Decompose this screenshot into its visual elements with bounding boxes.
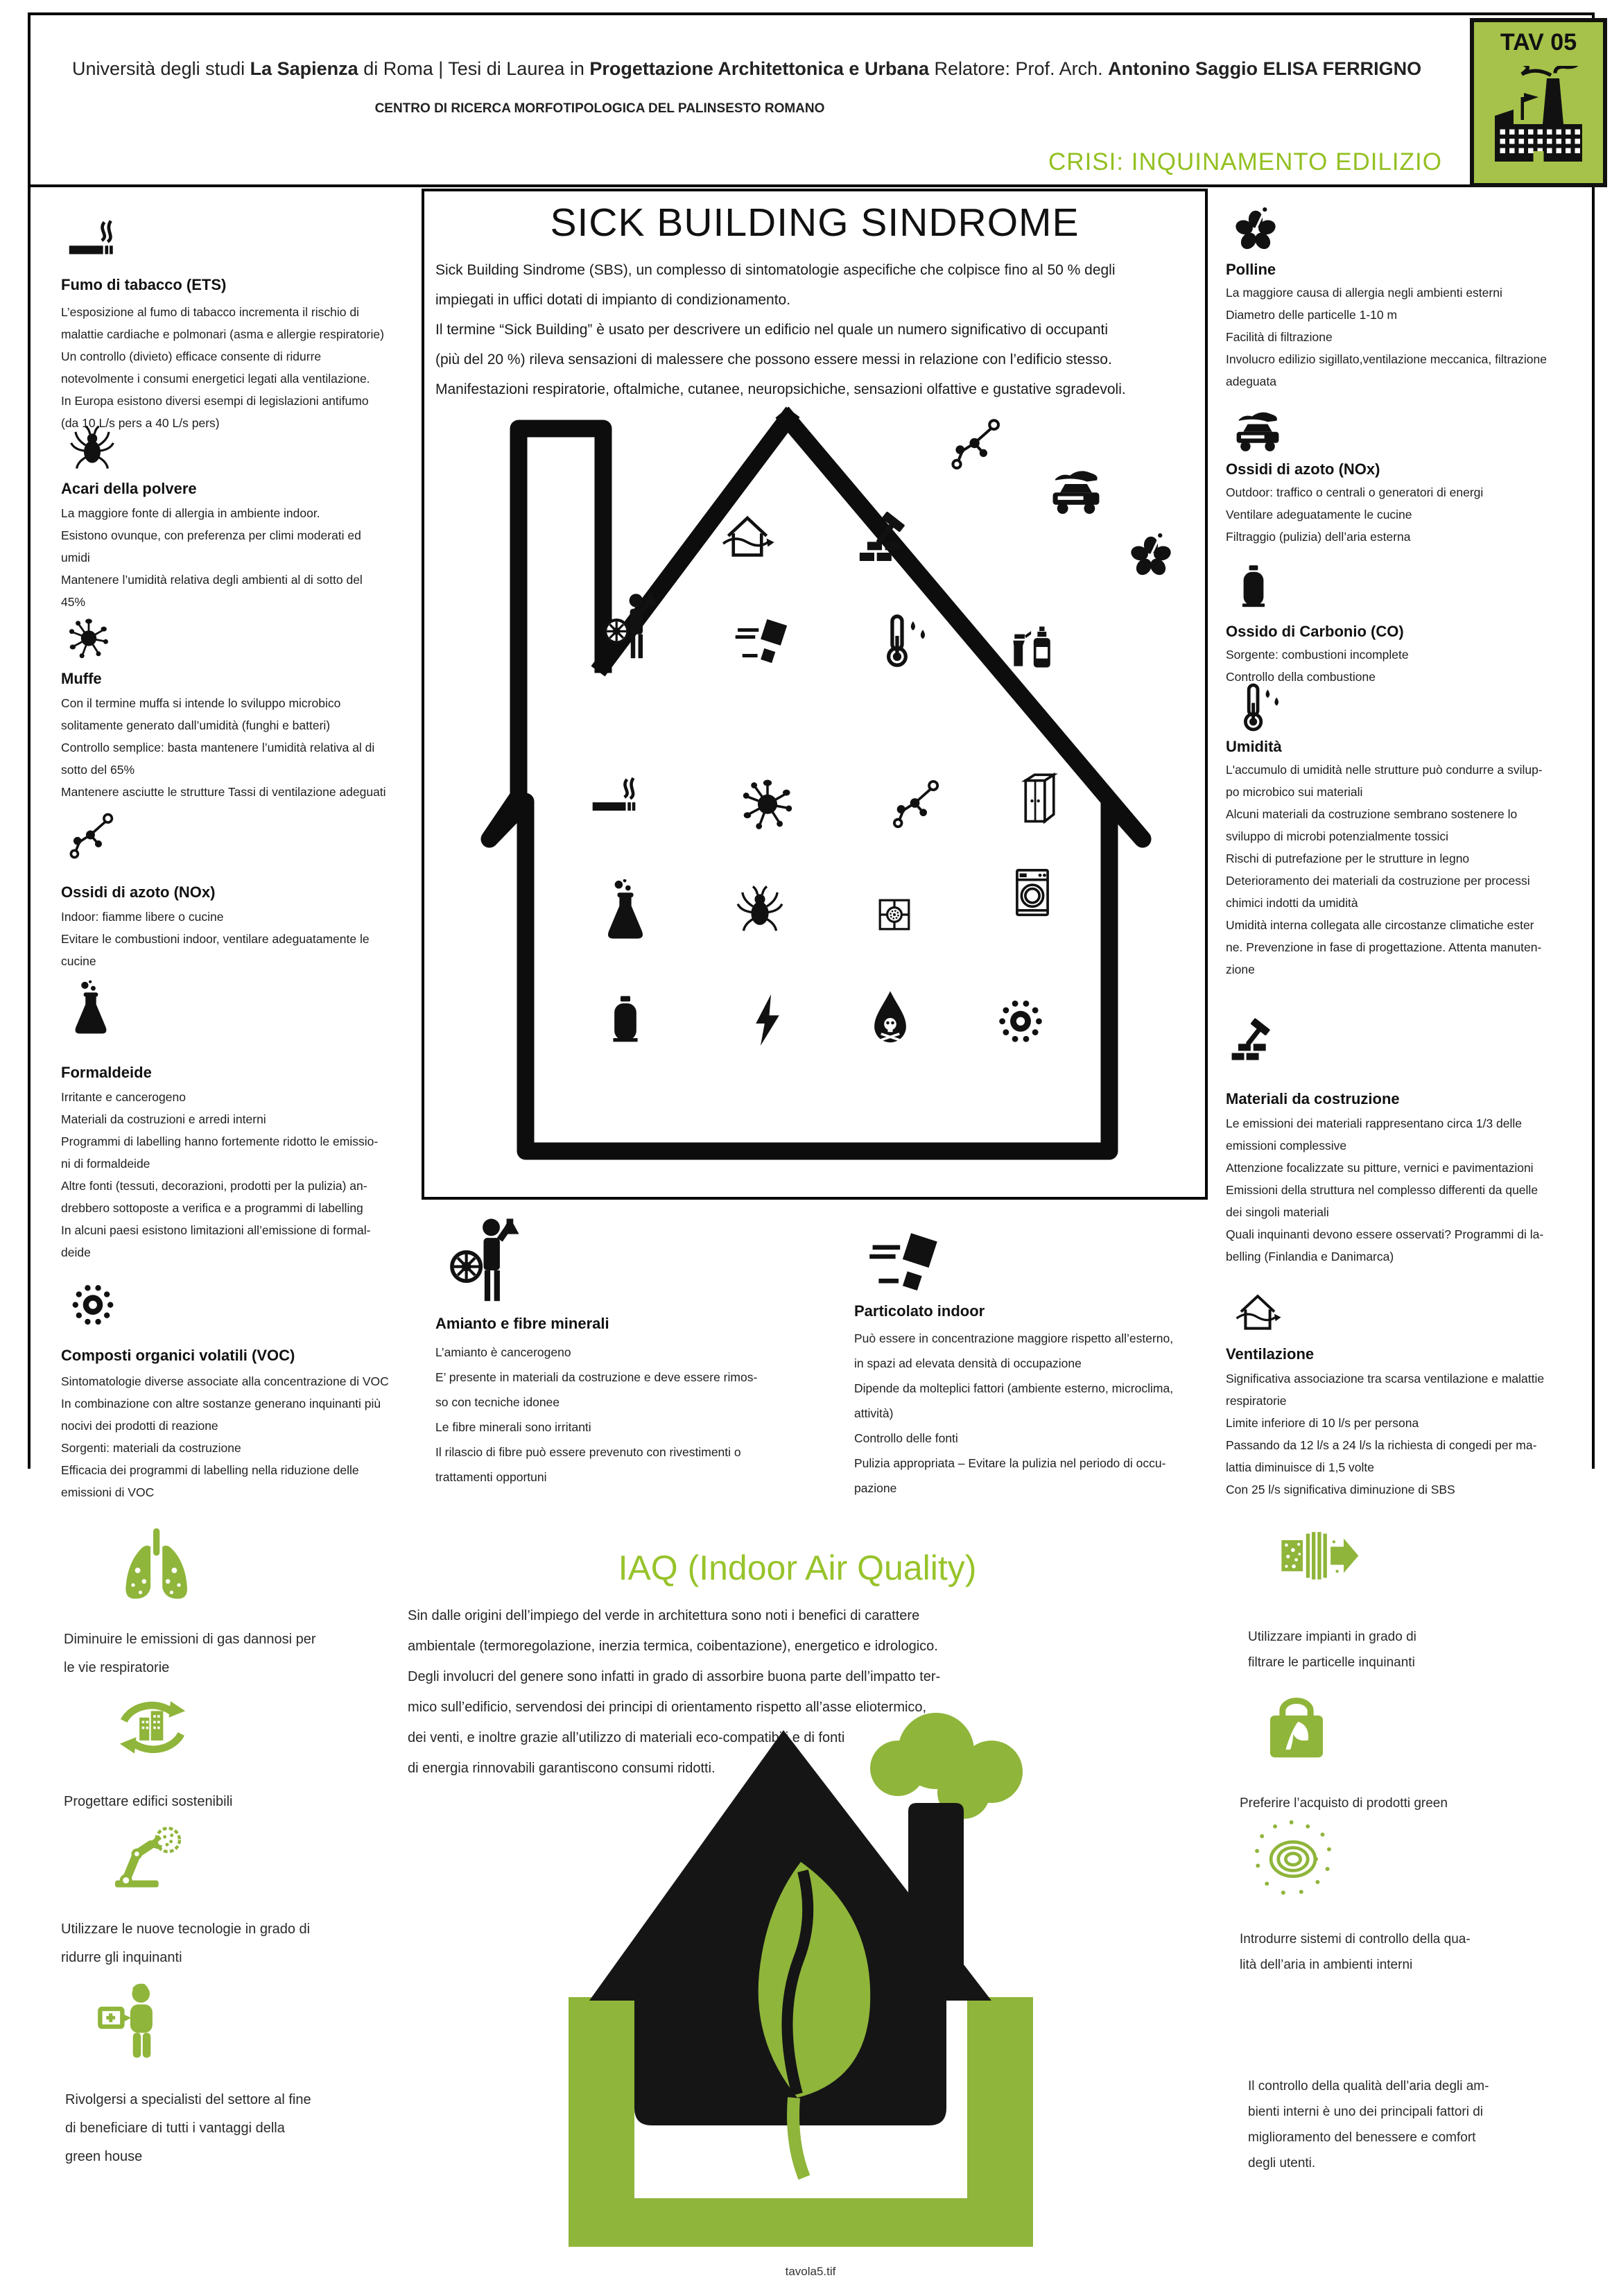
section-body xyxy=(61,301,418,434)
text-line: Passando da 12 l/s a 24 l/s la richiesta di congedi per ma- xyxy=(1226,1438,1537,1452)
text-line: umidi xyxy=(61,551,90,564)
cigarette-icon xyxy=(61,205,137,270)
green-bag-icon xyxy=(1251,1691,1342,1768)
toxic-drop-icon xyxy=(860,987,921,1048)
text-line: emissioni di VOC xyxy=(61,1485,155,1499)
text-line: Facilità di filtrazione xyxy=(1226,330,1333,344)
section-body xyxy=(1226,759,1592,981)
text-line: miglioramento del benessere e comfort xyxy=(1248,2130,1476,2145)
text-line: so con tecniche idonee xyxy=(435,1395,560,1409)
text-line: ridurre gli inquinanti xyxy=(61,1950,182,1965)
gas-cylinder-icon xyxy=(595,987,656,1048)
section-body xyxy=(435,1340,790,1490)
sbs-title: SICK BUILDING SINDROME xyxy=(550,200,1080,245)
text-line: Progettare edifici sostenibili xyxy=(64,1794,233,1809)
air-purifier-icon xyxy=(1241,1818,1345,1900)
nox-molecule-icon xyxy=(887,777,940,829)
text-line: respiratorie xyxy=(1226,1394,1287,1408)
header-text-segment: ELISA FERRIGNO xyxy=(1263,58,1422,79)
section-title: Acari della polvere xyxy=(61,480,197,497)
text-line: La maggiore causa di allergia negli ambienti esterni xyxy=(1226,286,1502,300)
text-line: Le fibre minerali sono irritanti xyxy=(435,1420,591,1434)
text-line: ne. Prevenzione in fase di progettazione. Attenta manuten- xyxy=(1226,940,1542,954)
cigarette-icon xyxy=(590,763,654,827)
text-line: emissioni complessive xyxy=(1226,1139,1347,1153)
text-line: lità dell’aria in ambienti interni xyxy=(1240,1958,1413,1972)
text-line: mico sull’edificio, servendosi dei principi di orientamento rispetto all’asse eliotermico, xyxy=(408,1700,927,1715)
header-text-segment xyxy=(1258,58,1263,79)
text-line: Pulizia appropriata – Evitare la pulizia nel periodo di occu- xyxy=(854,1456,1166,1470)
header-text-segment: Relatore: Prof. Arch. xyxy=(928,58,1109,79)
section-title: Particolato indoor xyxy=(854,1302,985,1320)
particulate-icon xyxy=(854,1226,958,1302)
text-line: lattia diminuisce di 1,5 volte xyxy=(1226,1460,1374,1474)
text-line: Indoor: fiamme libere o cucine xyxy=(61,910,224,924)
text-line: di beneficiare di tutti i vantaggi della xyxy=(65,2121,285,2136)
section-title: Ossidi di azoto (NOx) xyxy=(61,883,216,901)
section-title: Amianto e fibre minerali xyxy=(435,1315,609,1332)
sbs-intro-paragraph xyxy=(435,255,1193,404)
text-line: E’ presente in materiali da costruzione e deve essere rimos- xyxy=(435,1370,758,1384)
text-line: Rivolgersi a specialisti del settore al fine xyxy=(65,2092,311,2107)
text-line: dei singoli materiali xyxy=(1226,1205,1329,1219)
text-line: Evitare le combustioni indoor, ventilare adeguatamente le xyxy=(61,932,370,946)
text-line: dei venti, e inoltre grazie all’utilizzo di materiali eco-compatibili e di fonti xyxy=(408,1730,845,1745)
text-line: La maggiore fonte di allergia in ambiente indoor. xyxy=(61,506,320,520)
asbestos-worker-icon xyxy=(435,1215,539,1311)
section-body xyxy=(1226,481,1592,548)
text-line: ambientale (termoregolazione, inerzia termica, coibentazione), energetico e idrologico. xyxy=(408,1639,938,1654)
text-line: Limite inferiore di 10 l/s per persona xyxy=(1226,1416,1419,1430)
file-name-caption: tavola5.tif xyxy=(785,2265,836,2278)
recommendation-text xyxy=(1248,2073,1581,2176)
text-line: L’esposizione al fumo di tabacco incrementa il rischio di xyxy=(61,305,359,319)
text-line: Diametro delle particelle 1-10 m xyxy=(1226,308,1398,322)
mold-icon xyxy=(737,772,798,834)
text-line: Preferire l’acquisto di prodotti green xyxy=(1240,1796,1448,1811)
green-house-illustration xyxy=(548,1692,1054,2254)
voc-virus-icon xyxy=(61,1275,125,1333)
recycle-buildings-icon xyxy=(83,1686,222,1768)
text-line: Outdoor: traffico o centrali o generatori di energi xyxy=(1226,485,1484,499)
hammer-bricks-icon xyxy=(858,505,922,569)
washing-machine-icon xyxy=(1000,861,1064,925)
text-line: Controllo semplice: basta mantenere l’umidità relativa al di xyxy=(61,741,375,754)
section-body xyxy=(61,1370,418,1503)
text-line: sviluppo di microbi potenzialmente tossici xyxy=(1226,829,1448,843)
tav-plate xyxy=(1470,18,1607,187)
text-line: degli utenti. xyxy=(1248,2156,1316,2170)
asbestos-worker-icon xyxy=(596,591,670,666)
section-title: Muffe xyxy=(61,670,102,687)
text-line: Irritante e cancerogeno xyxy=(61,1090,186,1104)
recommendation-text xyxy=(1240,1790,1579,1816)
thermometer-drops-icon xyxy=(872,610,933,671)
text-line: Ventilare adeguatamente le cucine xyxy=(1226,508,1412,521)
text-line: Il termine “Sick Building” è usato per descrivere un edificio nel quale un numero significativo di occupanti xyxy=(435,322,1109,338)
header-divider xyxy=(28,184,1592,187)
text-line: sotto del 65% xyxy=(61,763,135,777)
chemical-flask-icon xyxy=(592,879,659,946)
header-text-segment: La Sapienza xyxy=(250,58,358,79)
section-title: Ventilazione xyxy=(1226,1345,1315,1363)
gas-stove-icon xyxy=(867,887,922,942)
text-line: notevolmente i consumi energetici legati alla ventilazione. xyxy=(61,372,370,386)
text-line: Con il termine muffa si intende lo sviluppo microbico xyxy=(61,696,341,710)
text-line: nocivi dei prodotti di reazione xyxy=(61,1419,218,1433)
particulate-icon xyxy=(734,614,792,672)
nox-molecule-icon xyxy=(946,415,1001,471)
text-line: Programmi di labelling hanno fortemente ridotto le emissio- xyxy=(61,1134,379,1148)
header-text-segment: Università degli studi xyxy=(72,58,250,79)
text-line: Mantenere l’umidità relativa degli ambienti al di sotto del xyxy=(61,573,363,587)
text-line: Attenzione focalizzate su pitture, vernici e pavimentazioni xyxy=(1226,1161,1534,1175)
text-line: L’amianto è cancerogeno xyxy=(435,1345,571,1359)
specialist-person-icon xyxy=(82,1980,186,2069)
text-line: in spazi ad elevata densità di occupazione xyxy=(854,1356,1082,1370)
section-body xyxy=(61,1086,418,1263)
text-line: drebbero sottoposte a verifica e a programmi di labelling xyxy=(61,1201,363,1215)
mold-icon xyxy=(61,613,116,662)
wardrobe-icon xyxy=(1004,769,1068,833)
ventilation-house-icon xyxy=(1226,1283,1290,1338)
recommendation-text xyxy=(64,1788,390,1816)
recommendation-text xyxy=(1240,1926,1579,1978)
text-line: trattamenti opportuni xyxy=(435,1470,547,1484)
iaq-title: IAQ (Indoor Air Quality) xyxy=(618,1548,977,1587)
section-title: Materiali da costruzione xyxy=(1226,1090,1400,1107)
text-line: Quali inquinanti devono essere osservati? Programmi di la- xyxy=(1226,1227,1544,1241)
dust-mite-icon xyxy=(61,417,123,473)
thermometer-drops-icon xyxy=(1226,680,1290,735)
text-line: Alcuni materiali da costruzione sembrano sostenere lo xyxy=(1226,807,1518,821)
recommendation-text xyxy=(64,1625,390,1682)
recommendation-text xyxy=(61,1915,394,1972)
text-line: bienti interni è uno dei principali fattori di xyxy=(1248,2105,1484,2119)
text-line: deide xyxy=(61,1245,91,1259)
text-line: Materiali da costruzioni e arredi interni xyxy=(61,1112,266,1126)
text-line: In alcuni paesi esistono limitazioni all’emissione di formal- xyxy=(61,1223,371,1237)
header-center-line: CENTRO DI RICERCA MORFOTIPOLOGICA DEL PALINSESTO ROMANO xyxy=(374,101,825,116)
text-line: adeguata xyxy=(1226,374,1276,388)
text-line: chimici indotti da umidità xyxy=(1226,896,1358,910)
text-line: Umidità interna collegata alle circostanze climatiche ester xyxy=(1226,918,1534,932)
text-line: L'accumulo di umidità nelle strutture può condurre a svilup- xyxy=(1226,763,1543,777)
header-text-segment: Progettazione Architettonica e Urbana xyxy=(589,58,929,79)
text-line: le vie respiratorie xyxy=(64,1660,170,1675)
text-line: Esistono ovunque, con preferenza per climi moderati ed xyxy=(61,528,361,542)
text-line: ni di formaldeide xyxy=(61,1157,150,1171)
text-line: Dipende da molteplici fattori (ambiente esterno, microclima, xyxy=(854,1381,1174,1395)
text-line: (da 10 L/s pers a 40 L/s pers) xyxy=(61,416,220,430)
electricity-icon xyxy=(738,991,797,1049)
lungs-icon xyxy=(76,1523,236,1614)
text-line: Altre fonti (tessuti, decorazioni, prodotti per la pulizia) an- xyxy=(61,1179,367,1193)
ventilation-house-icon xyxy=(716,503,779,567)
header-text-segment: Antonino Saggio xyxy=(1108,58,1258,79)
text-line: 45% xyxy=(61,595,86,609)
text-line: malattie cardiache e polmonari (asma e allergie respiratorie) xyxy=(61,327,384,341)
gas-cylinder-icon xyxy=(1226,556,1281,614)
text-line: Controllo della combustione xyxy=(1226,670,1376,684)
factory-icon xyxy=(1486,66,1590,170)
pollen-flower-icon xyxy=(1124,528,1178,582)
section-title: Formaldeide xyxy=(61,1064,152,1081)
text-line: Le emissioni dei materiali rappresentano circa 1/3 delle xyxy=(1226,1116,1523,1130)
text-line: Il controllo della qualità dell’aria degli am- xyxy=(1248,2079,1489,2094)
text-line: Con 25 l/s significativa diminuzione di SBS xyxy=(1226,1483,1455,1496)
text-line: belling (Finlandia e Danimarca) xyxy=(1226,1250,1394,1263)
text-line: Diminuire le emissioni di gas dannosi per xyxy=(64,1632,316,1647)
text-line: Può essere in concentrazione maggiore rispetto all’esterno, xyxy=(854,1331,1174,1345)
text-line: po microbico sui materiali xyxy=(1226,785,1363,799)
section-body xyxy=(61,502,418,613)
text-line: Deterioramento dei materiali da costruzione per processi xyxy=(1226,874,1530,888)
voc-virus-icon xyxy=(990,990,1051,1051)
cleaning-spray-icon xyxy=(1000,615,1064,679)
text-line: Utilizzare impianti in grado di xyxy=(1248,1630,1416,1644)
tav-label: TAV 05 xyxy=(1500,29,1577,55)
section-title: Ossido di Carbonio (CO) xyxy=(1226,623,1404,640)
text-line: attività) xyxy=(854,1406,894,1420)
section-body xyxy=(61,692,418,803)
text-line: Emissioni della struttura nel complesso differenti da quelle xyxy=(1226,1183,1538,1197)
section-body xyxy=(1226,282,1592,392)
text-line: cucine xyxy=(61,954,96,968)
text-line: Introdurre sistemi di controllo della qua- xyxy=(1240,1932,1471,1947)
hammer-bricks-icon xyxy=(1226,1012,1290,1067)
text-line: Sick Building Sindrome (SBS), un complesso di sintomatologie aspecifiche che colpisce fino al 50 % degli xyxy=(435,262,1116,278)
dust-mite-icon xyxy=(731,877,789,935)
pollen-flower-icon xyxy=(1226,202,1285,257)
section-title: Polline xyxy=(1226,261,1276,278)
text-line: filtrare le particelle inquinanti xyxy=(1248,1655,1415,1670)
text-line: solitamente generato dall’umidità (funghi e batteri) xyxy=(61,718,331,732)
header-text-segment: di Roma | Tesi di Laurea in xyxy=(358,58,590,79)
header-university-line xyxy=(72,58,1466,80)
section-title: Fumo di tabacco (ETS) xyxy=(61,276,227,293)
section-body xyxy=(1226,1112,1592,1268)
text-line: Involucro edilizio sigillato,ventilazione meccanica, filtrazione xyxy=(1226,352,1548,366)
recommendation-text xyxy=(65,2086,391,2171)
section-body xyxy=(1226,1367,1592,1501)
text-line: Sorgente: combustioni incomplete xyxy=(1226,648,1409,662)
text-line: green house xyxy=(65,2149,143,2164)
text-line: zione xyxy=(1226,963,1255,976)
text-line: Significativa associazione tra scarsa ventilazione e malattie xyxy=(1226,1372,1545,1386)
text-line: Il rilascio di fibre può essere prevenuto con rivestimenti o xyxy=(435,1445,741,1459)
crisis-title: CRISI: INQUINAMENTO EDILIZIO xyxy=(1048,148,1442,175)
chemical-flask-icon xyxy=(61,971,121,1050)
section-title: Umidità xyxy=(1226,738,1282,755)
section-body xyxy=(61,906,418,972)
section-body xyxy=(854,1326,1209,1501)
car-smoke-icon xyxy=(1046,458,1107,519)
filter-arrow-icon xyxy=(1245,1517,1397,1599)
section-title: Ossidi di azoto (NOx) xyxy=(1226,460,1380,478)
text-line: Degli involucri del genere sono infatti in grado di assorbire buona parte dell’impatto ter- xyxy=(408,1669,941,1684)
robot-arm-icon xyxy=(82,1818,214,1896)
text-line: Rischi di putrefazione per le strutture in legno xyxy=(1226,852,1470,865)
car-smoke-icon xyxy=(1226,401,1290,456)
text-line: Utilizzare le nuove tecnologie in grado di xyxy=(61,1922,311,1937)
text-line: Mantenere asciutte le strutture Tassi di ventilazione adeguati xyxy=(61,785,386,799)
text-line: Sorgenti: materiali da costruzione xyxy=(61,1441,241,1455)
section-title: Composti organici volatili (VOC) xyxy=(61,1347,295,1364)
text-line: (più del 20 %) rileva sensazioni di malessere che possono essere messi in relazione con l’edificio stesso. xyxy=(435,352,1112,368)
text-line: Efficacia dei programmi di labelling nella riduzione delle xyxy=(61,1463,359,1477)
nox-molecule-icon xyxy=(61,810,118,860)
text-line: Controllo delle fonti xyxy=(854,1431,958,1445)
text-line: pazione xyxy=(854,1481,897,1495)
recommendation-text xyxy=(1248,1624,1574,1675)
text-line: In combinazione con altre sostanze generano inquinanti più xyxy=(61,1397,381,1410)
text-line: Sin dalle origini dell’impiego del verde in architettura sono noti i benefici di carattere xyxy=(408,1608,920,1623)
text-line: Un controllo (divieto) efficace consente di ridurre xyxy=(61,349,322,363)
text-line: Filtraggio (pulizia) dell’aria esterna xyxy=(1226,530,1411,544)
text-line: Manifestazioni respiratorie, oftalmiche, cutanee, neuropsichiche, sensazioni olfattive e gustative sgradevoli. xyxy=(435,381,1126,397)
text-line: Sintomatologie diverse associate alla concentrazione di VOC xyxy=(61,1374,389,1388)
text-line: In Europa esistono diversi esempi di legislazioni antifumo xyxy=(61,394,369,408)
text-line: impiegati in uffici dotati di impianto di condizionamento. xyxy=(435,292,791,308)
text-line: di energia rinnovabili garantiscono consumi ridotti. xyxy=(408,1761,716,1776)
